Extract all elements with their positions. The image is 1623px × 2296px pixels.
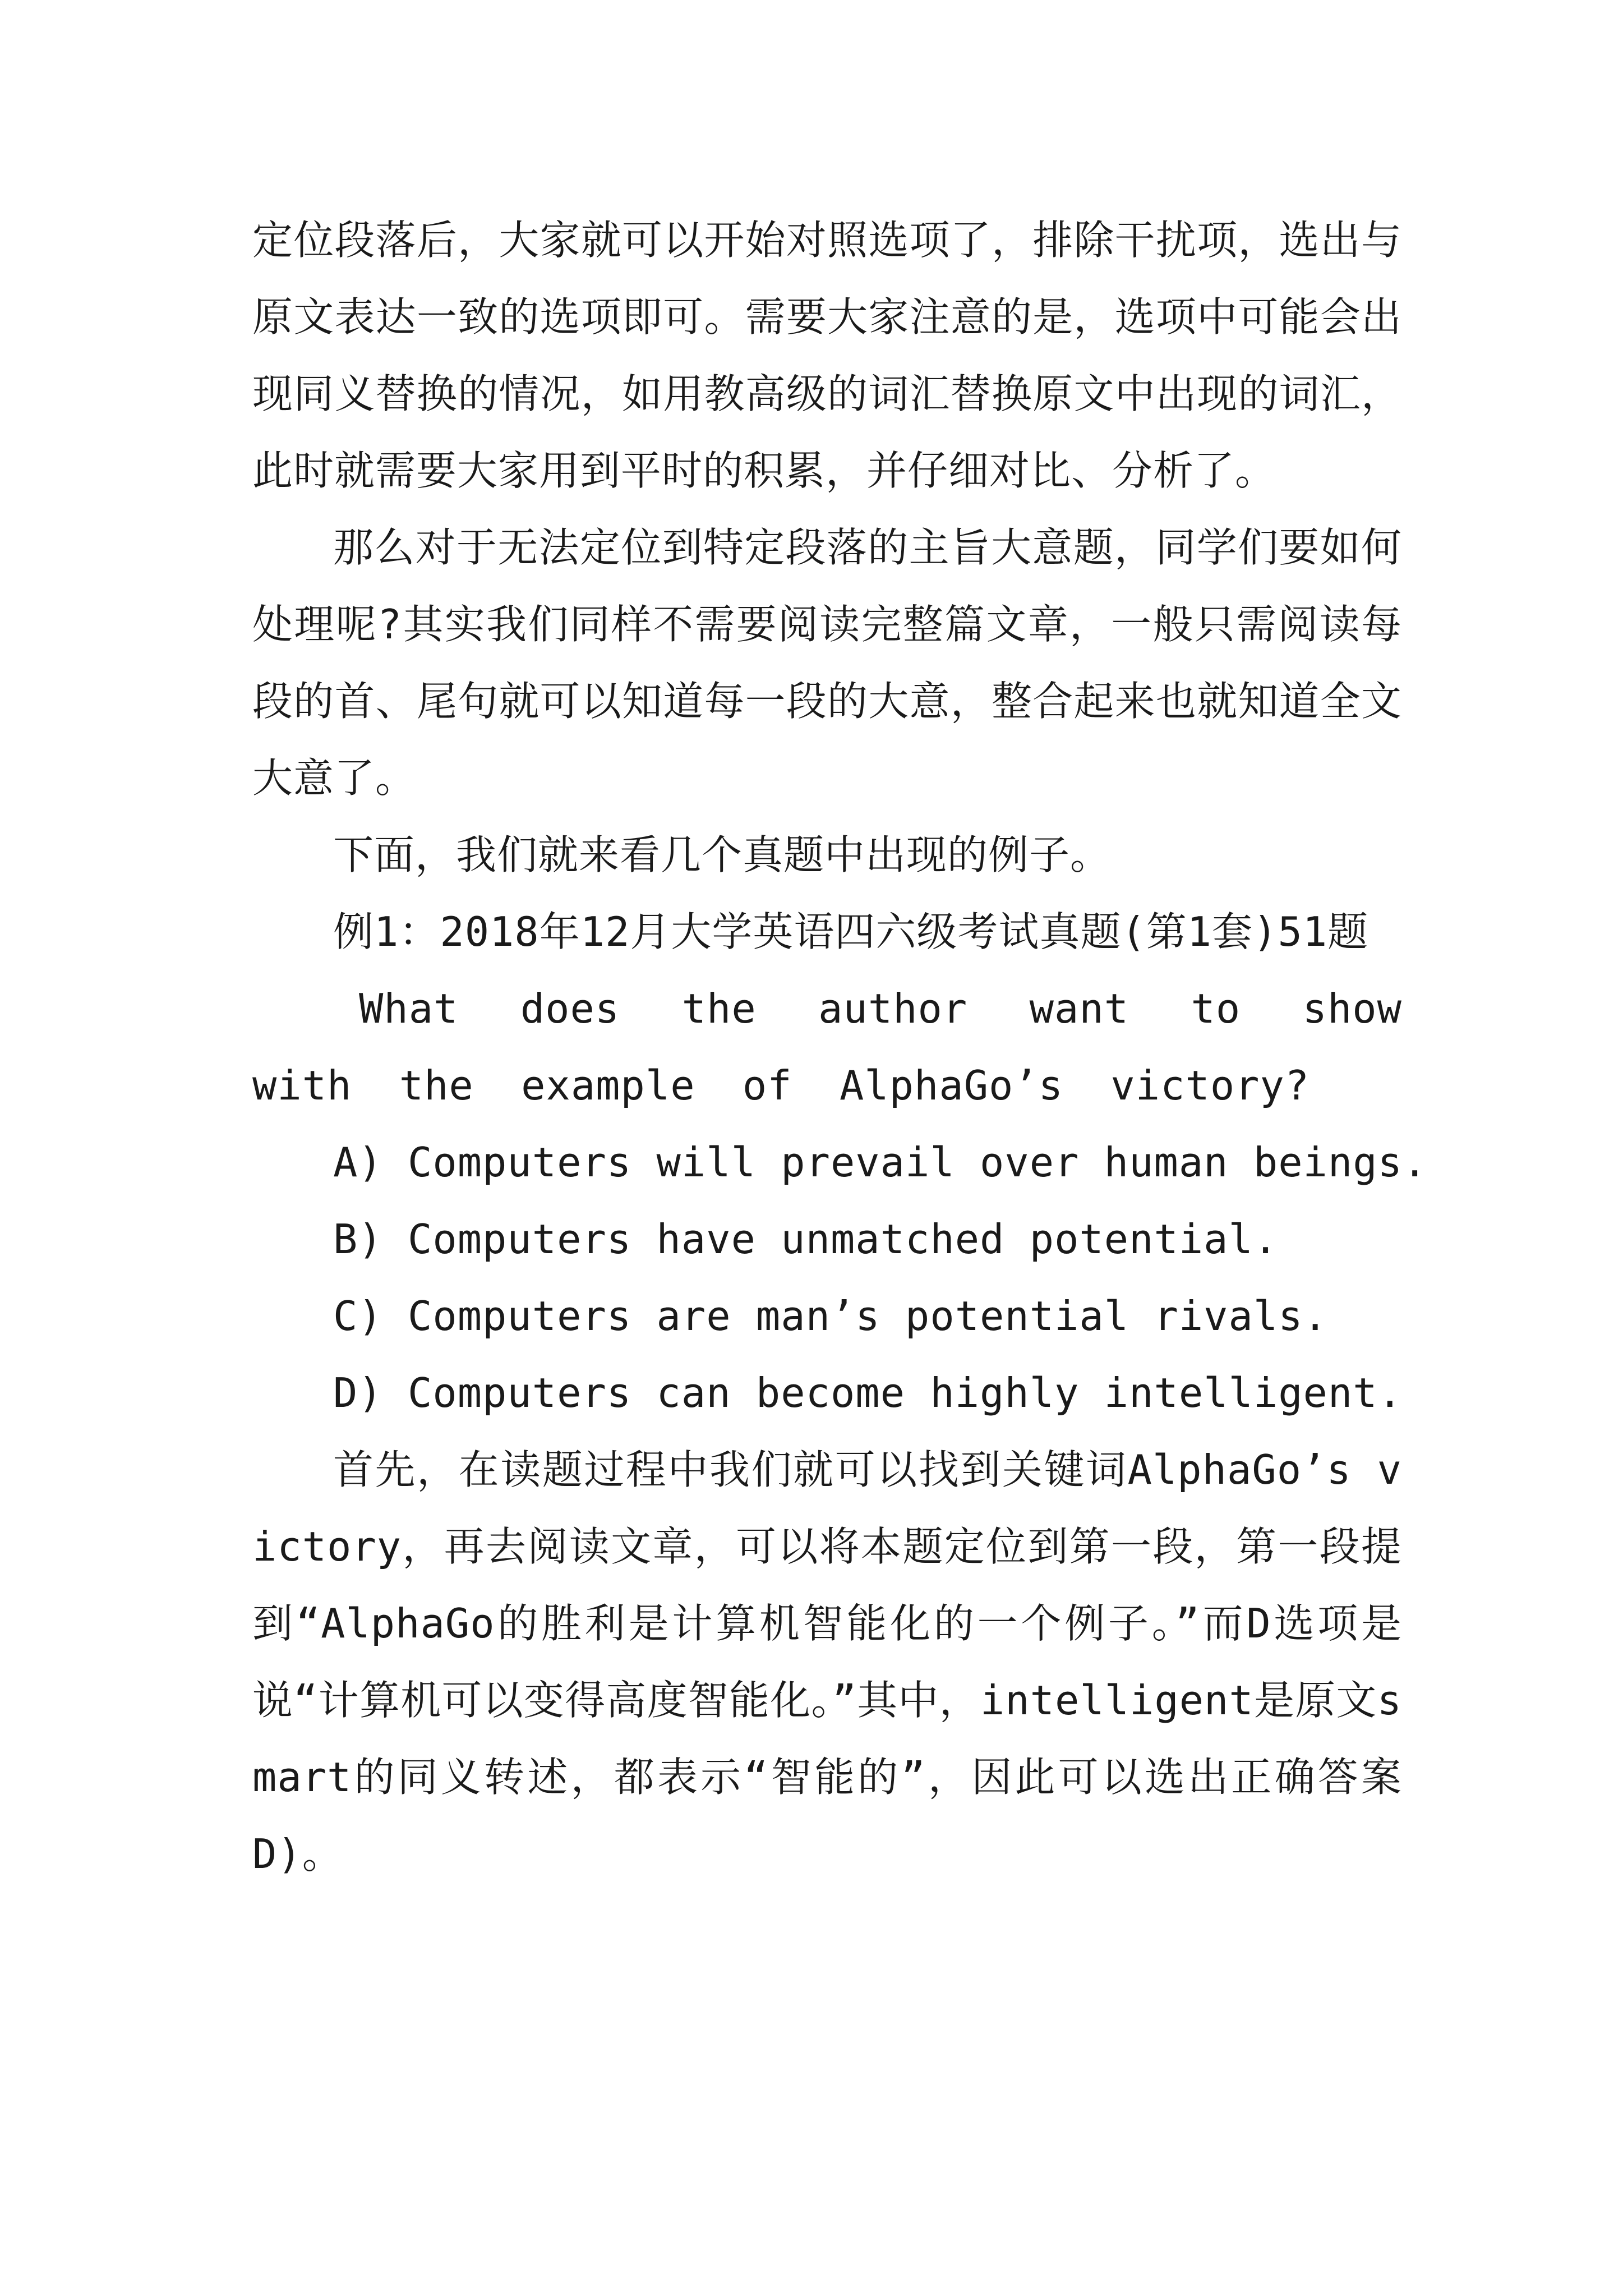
paragraph-locate-options: 定位段落后，大家就可以开始对照选项了，排除干扰项，选出与原文表达一致的选项即可。需要大家注意的是，选项中可能会出现同义替换的情况，如用教高级的词汇替换原文中出现的词汇，此时就需要大家用到平时的积累，并仔细对比、分析了。	[252, 217, 1402, 494]
document-body	[252, 202, 1428, 1893]
paragraph-example-title: 例1：2018年12月大学英语四六级考试真题(第1套)51题	[333, 908, 1369, 955]
option-a: A) Computers will prevail over human beings.	[333, 1139, 1428, 1186]
question-text: What does the author want to show with the example of AlphaGo’s victory?	[252, 985, 1402, 1109]
paragraph-examples-intro: 下面，我们就来看几个真题中出现的例子。	[333, 831, 1112, 878]
paragraph-explanation: 首先，在读题过程中我们就可以找到关键词AlphaGo’s victory，再去阅读文章，可以将本题定位到第一段，第一段提到“AlphaGo的胜利是计算机智能化的一个例子。”而D选项是说“计算机可以变得高度智能化。”其中，intelligent是原文smart的同义转述，都表示“智能的”，因此可以选出正确答案D)。	[252, 1446, 1402, 1878]
option-c: C) Computers are man’s potential rivals.	[333, 1292, 1328, 1340]
option-d: D) Computers can become highly intelligent.	[333, 1369, 1403, 1416]
option-b: B) Computers have unmatched potential.	[333, 1216, 1279, 1263]
paragraph-main-idea: 那么对于无法定位到特定段落的主旨大意题，同学们要如何处理呢?其实我们同样不需要阅读完整篇文章，一般只需阅读每段的首、尾句就可以知道每一段的大意，整合起来也就知道全文大意了。	[252, 524, 1402, 802]
